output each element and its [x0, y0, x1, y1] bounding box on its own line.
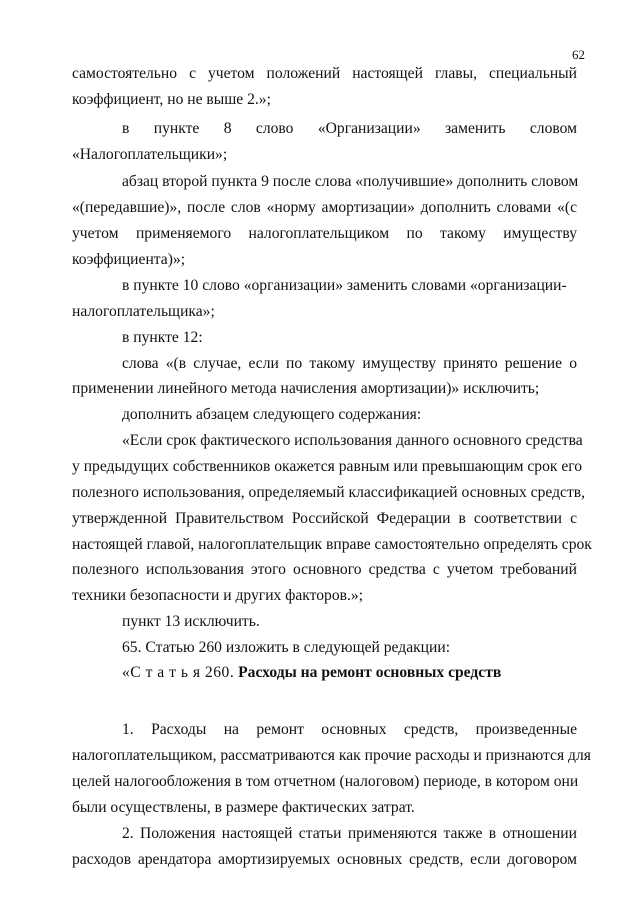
text-line: расходов арендатора амортизируемых основных средств, если договором [72, 851, 577, 868]
article-heading-prefix: «С т а т ь я 260. [122, 664, 235, 681]
text-line: слова «(в случае, если по такому имуществу принято решение о [122, 355, 577, 372]
text-line: самостоятельно с учетом положений настоящей главы, специальный [72, 65, 577, 82]
text-line: применении линейного метода начисления амортизации)» исключить; [72, 380, 540, 397]
text-line: абзац второй пункта 9 после слова «получившие» дополнить словом [122, 173, 579, 190]
text-line: у предыдущих собственников окажется равным или превышающим срок его [72, 458, 583, 475]
text-line: пункт 13 исключить. [122, 613, 260, 630]
text-line: дополнить абзацем следующего содержания: [122, 406, 422, 423]
text-line: в пункте 12: [122, 329, 203, 346]
article-heading-title: Расходы на ремонт основных средств [238, 664, 502, 681]
text-line: в пункте 8 слово «Организации» заменить словом [122, 120, 577, 137]
text-line: коэффициента)»; [72, 251, 186, 268]
text-line: «Если срок фактического использования данного основного средства [122, 432, 583, 449]
text-line: налогоплательщиком, рассматриваются как прочие расходы и признаются для [72, 747, 591, 764]
text-line: 2. Положения настоящей статьи применяются также в отношении [122, 825, 577, 842]
text-line: были осуществлены, в размере фактических затрат. [72, 799, 415, 816]
text-line: налогоплательщика»; [72, 303, 215, 320]
text-line: 1. Расходы на ремонт основных средств, произведенные [122, 721, 577, 738]
text-line: в пункте 10 слово «организации» заменить словами «организации- [122, 277, 567, 294]
text-line: полезного использования этого основного средства с учетом требований [72, 561, 577, 578]
article-heading [122, 663, 627, 683]
text-line: целей налогообложения в том отчетном (налоговом) периоде, в котором они [72, 773, 579, 790]
text-line: «(передавшие)», после слов «норму амортизации» дополнить словами «(с [72, 199, 577, 216]
text-line: учетом применяемого налогоплательщиком по такому имуществу [72, 225, 577, 242]
text-line: полезного использования, определяемый классификацией основных средств, [72, 484, 586, 501]
text-line: настоящей главой, налогоплательщик вправе самостоятельно определять срок [72, 536, 592, 553]
page-number: 62 [572, 47, 585, 62]
text-line: утвержденной Правительством Российской Федерации в соответствии с [72, 510, 577, 527]
text-line: 65. Статью 260 изложить в следующей редакции: [122, 639, 451, 656]
text-line: техники безопасности и других факторов.»; [72, 587, 364, 604]
text-line: «Налогоплательщики»; [72, 146, 228, 163]
text-line: коэффициент, но не выше 2.»; [72, 91, 271, 108]
